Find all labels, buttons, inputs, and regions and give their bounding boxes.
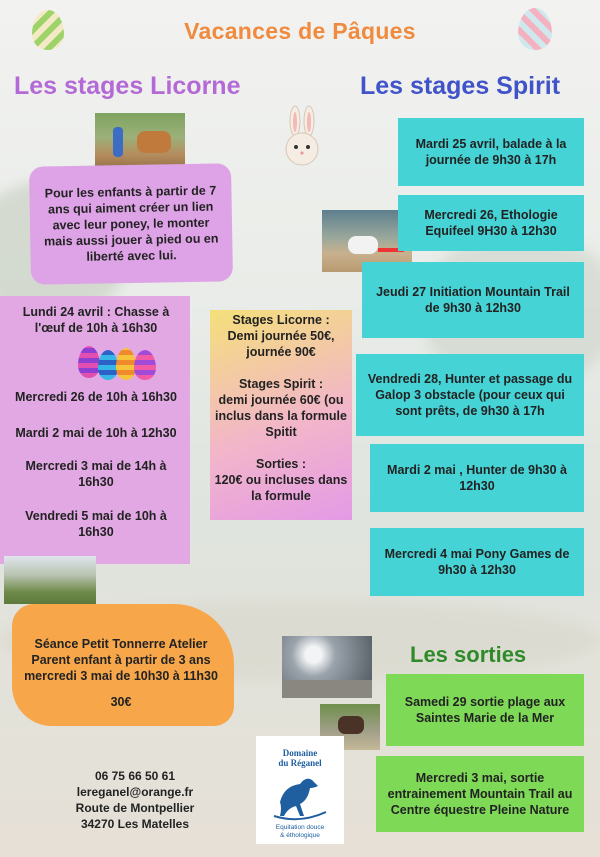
licorne-intro: Pour les enfants à partir de 7 ans qui aiment créer un lien avec leur poney, le monter mais aussi jouer à pied ou en liberté avec lui. xyxy=(29,163,233,285)
easter-egg-icon xyxy=(116,348,136,380)
easter-egg-icon xyxy=(78,346,100,378)
spirit-heading: Les stages Spirit xyxy=(360,72,561,100)
page-title: Vacances de Pâques xyxy=(184,18,416,44)
logo-name-line1: Domaine xyxy=(282,748,318,758)
spirit-item: Mercredi 26, Ethologie Equifeel 9H30 à 12h30 xyxy=(398,195,584,251)
bunny-icon xyxy=(282,105,322,167)
contact-phone: 06 75 66 50 61 xyxy=(94,769,176,783)
price-label: Sorties : xyxy=(255,457,306,471)
spirit-item: Mercredi 4 mai Pony Games de 9h30 à 12h30 xyxy=(370,528,584,596)
atelier-price: 30€ xyxy=(110,695,132,709)
price-label: Stages Spirit : xyxy=(238,377,324,391)
spirit-item: Jeudi 27 Initiation Mountain Trail de 9h30 à 12h30 xyxy=(362,262,584,338)
price-value: demi journée 60€ (ou inclus dans la formule Spitit xyxy=(215,393,347,439)
sortie-item: Samedi 29 sortie plage aux Saintes Marie de la Mer xyxy=(386,674,584,746)
logo-tagline-line1: Equitation douce xyxy=(275,824,325,831)
beach-photo xyxy=(282,636,372,698)
atelier-text: Séance Petit Tonnerre Atelier Parent enfant à partir de 3 ans mercredi 3 mai de 10h30 à 11h30 xyxy=(24,637,218,683)
logo-name-line2: du Réganel xyxy=(278,758,322,768)
horse-logo-icon xyxy=(270,772,330,822)
walk-photo xyxy=(4,556,96,604)
contact-street: Route de Montpellier xyxy=(75,801,195,815)
spirit-item: Mardi 2 mai , Hunter de 9h30 à 12h30 xyxy=(370,444,584,512)
contact-info xyxy=(0,768,270,832)
spirit-item: Vendredi 28, Hunter et passage du Galop 3 obstacle (pour ceux qui sont prêts, de 9h30 à 17h xyxy=(356,354,584,436)
easter-egg-icon xyxy=(134,350,156,380)
price-label: Stages Licorne : xyxy=(232,313,330,327)
contact-city: 34270 Les Matelles xyxy=(80,817,190,831)
licorne-date: Mercredi 26 de 10h à 16h30 xyxy=(15,390,177,404)
sorties-heading: Les sorties xyxy=(410,642,527,667)
price-value: Demi journée 50€, journée 90€ xyxy=(227,329,335,359)
licorne-date: Mercredi 3 mai de 14h à 16h30 xyxy=(25,459,167,489)
contact-email: lereganel@orange.fr xyxy=(76,785,194,799)
licorne-date: Mardi 2 mai de 10h à 12h30 xyxy=(15,426,177,440)
sortie-item: Mercredi 3 mai, sortie entrainement Mountain Trail au Centre équestre Pleine Nature xyxy=(376,756,584,832)
price-value: 120€ ou incluses dans la formule xyxy=(214,473,348,503)
logo-tagline-line2: & éthologique xyxy=(280,832,320,839)
licorne-date: Lundi 24 avril : Chasse à l'œuf de 10h à 16h30 xyxy=(22,305,170,335)
spirit-item: Mardi 25 avril, balade à la journée de 9h30 à 17h xyxy=(398,118,584,186)
easter-egg-icon xyxy=(98,350,118,380)
licorne-date: Vendredi 5 mai de 10h à 16h30 xyxy=(25,509,167,539)
licorne-heading: Les stages Licorne xyxy=(14,72,241,100)
logo xyxy=(256,736,344,844)
